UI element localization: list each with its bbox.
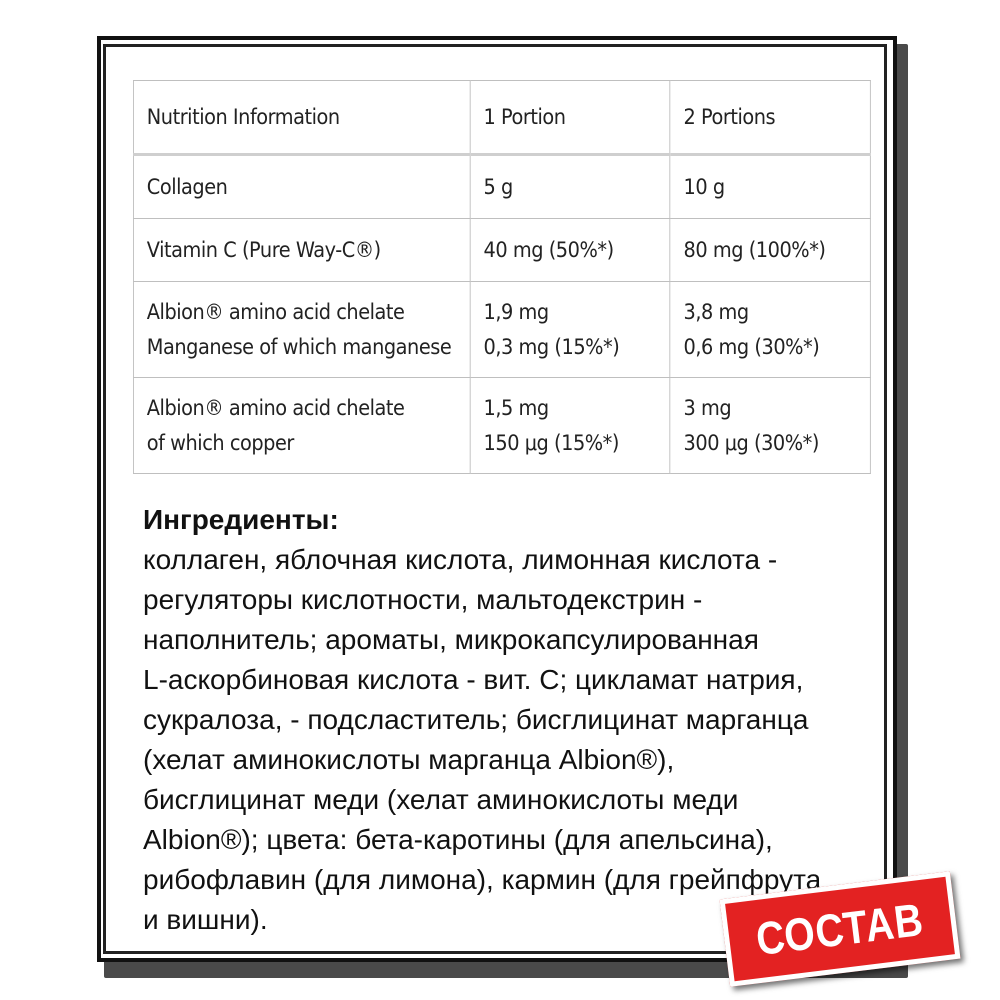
value-line: 1,9 mg [483, 299, 549, 324]
ingredients-title: Ингредиенты: [143, 504, 339, 535]
nutrition-table [133, 80, 871, 474]
value-line: 300 μg (30%*) [683, 430, 819, 455]
ingredients-line: наполнитель; ароматы, микрокапсулированная [143, 624, 759, 655]
ingredients-line: коллаген, яблочная кислота, лимонная кислота - [143, 544, 778, 575]
value-line: 5 g [483, 174, 513, 199]
nutrient-name-line: Albion® amino acid chelate [146, 395, 405, 420]
stamp-label: СОСТАВ [753, 892, 927, 966]
ingredients-text [143, 540, 863, 940]
ingredients-line: и вишни). [143, 904, 268, 935]
ingredients-line: Albion®); цвета: бета-каротины (для апельсина), [143, 824, 773, 855]
nutrient-name-line: Manganese of which manganese [146, 334, 452, 359]
value-line: 80 mg (100%*) [683, 237, 826, 262]
ingredients-line: регуляторы кислотности, мальтодекстрин - [143, 584, 703, 615]
nutrient-name-line: Vitamin C (Pure Way-C®) [146, 237, 381, 262]
value-2-portions [670, 155, 870, 219]
value-2-portions [670, 282, 870, 378]
value-line: 150 μg (15%*) [483, 430, 619, 455]
value-line: 1,5 mg [483, 395, 549, 420]
value-1-portion [470, 378, 670, 474]
nutrient-name [133, 219, 470, 282]
value-2-portions [670, 219, 870, 282]
value-line: 0,3 mg (15%*) [483, 334, 620, 359]
value-line: 10 g [683, 174, 725, 199]
nutrition-header-row [133, 81, 870, 155]
value-1-portion [470, 282, 670, 378]
nutrient-name [133, 282, 470, 378]
ingredients-line: сукралоза, - подсластитель; бисглицинат марганца [143, 704, 809, 735]
table-row [133, 378, 870, 474]
table-row [133, 155, 870, 219]
value-line: 40 mg (50%*) [483, 237, 614, 262]
value-2-portions [670, 378, 870, 474]
value-line: 3,8 mg [683, 299, 749, 324]
header-nutrition-information: Nutrition Information [133, 81, 470, 155]
table-row [133, 282, 870, 378]
nutrient-name-line: of which copper [146, 430, 294, 455]
ingredients-section [143, 500, 863, 940]
nutrient-name [133, 155, 470, 219]
nutrient-name-line: Collagen [146, 174, 228, 199]
nutrient-name [133, 378, 470, 474]
value-1-portion [470, 219, 670, 282]
nutrient-name-line: Albion® amino acid chelate [146, 299, 405, 324]
table-row [133, 219, 870, 282]
ingredients-line: L-аскорбиновая кислота - вит. С; цикламат натрия, [143, 664, 804, 695]
ingredients-line: бисглицинат меди (хелат аминокислоты меди [143, 784, 739, 815]
ingredients-line: (хелат аминокислоты марганца Albion®), [143, 744, 675, 775]
value-line: 0,6 mg (30%*) [683, 334, 820, 359]
value-1-portion [470, 155, 670, 219]
value-line: 3 mg [683, 395, 732, 420]
ingredients-line: рибофлавин (для лимона), кармин (для грейпфрута [143, 864, 822, 895]
header-1-portion: 1 Portion [470, 81, 670, 155]
header-2-portions: 2 Portions [670, 81, 870, 155]
